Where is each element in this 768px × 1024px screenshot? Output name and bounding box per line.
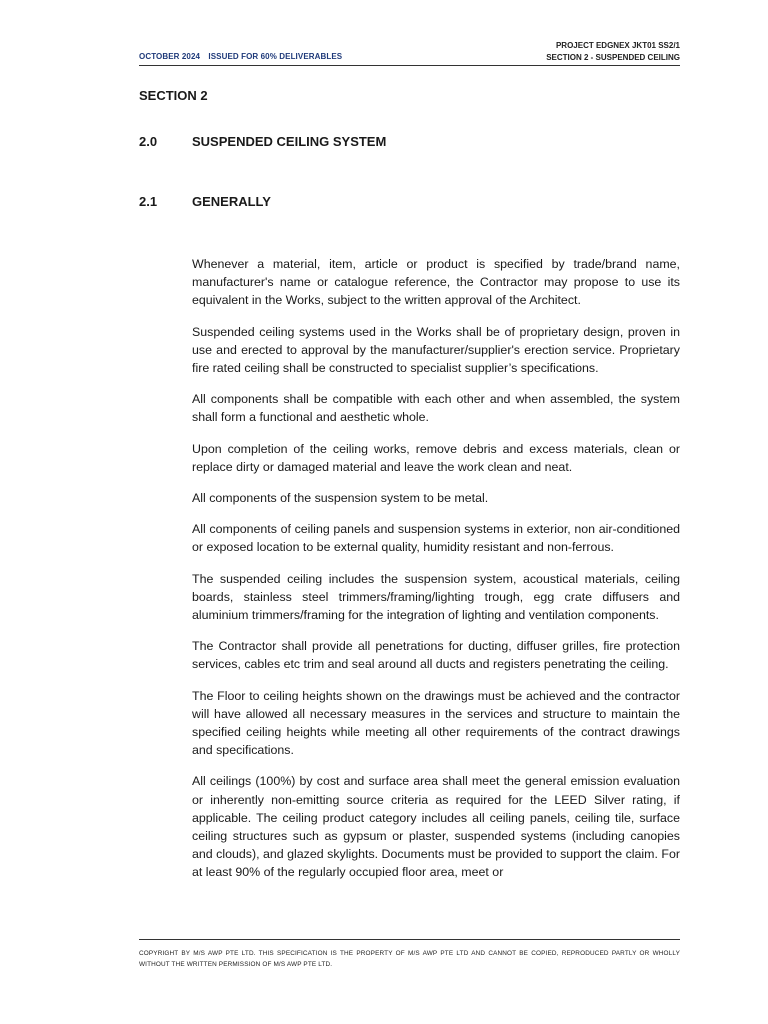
header-issue-status: ISSUED FOR 60% DELIVERABLES (208, 52, 343, 61)
header-reference (546, 40, 680, 64)
paragraph: The Floor to ceiling heights shown on the drawings must be achieved and the contractor will have allowed all necessary measures in the services and structure to maintain the specified ceiling heights while meeting all other requirements of the contract drawings and specifications. (192, 688, 680, 758)
footer-divider (139, 939, 680, 940)
body-text (192, 255, 680, 895)
header-project: PROJECT EDGNEX JKT01 SS2/1 (555, 41, 680, 50)
paragraph: Upon completion of the ceiling works, remove debris and excess materials, clean or replace dirty or damaged material and leave the work clean and neat. (192, 441, 680, 474)
header-divider (139, 65, 680, 66)
paragraph: All ceilings (100%) by cost and surface area shall meet the general emission evaluation or inherently non-emitting source criteria as required for the LEED Silver rating, if applicable. The ceiling product category includes all ceiling panels, ceiling tile, surface ceiling structures such as gypsum or plaster, suspended systems (including canopies and clouds), and glazed skylights. Documents must be provided to support the claim. For at least 90% of the regularly occupied floor area, meet or (192, 774, 680, 880)
paragraph: Suspended ceiling systems used in the Works shall be of proprietary design, proven in use and erected to approval by the manufacturer/supplier's erection service. Proprietary fire rated ceiling shall be constructed to specialist supplier’s specifications. (192, 324, 680, 376)
section-title: SECTION 2 (139, 88, 208, 103)
header-issue-info (139, 52, 348, 61)
paragraph: Whenever a material, item, article or product is specified by trade/brand name, manufacturer's name or catalogue reference, the Contractor may propose to use its equivalent in the Works, subject to the written approval of the Architect. (192, 257, 680, 308)
paragraph: All components of ceiling panels and suspension systems in exterior, non air-conditioned or exposed location to be external quality, humidity resistant and non-ferrous. (192, 522, 680, 555)
header-section-ref: SECTION 2 - SUSPENDED CEILING (546, 53, 680, 62)
heading-title: GENERALLY (192, 194, 271, 209)
header-date: OCTOBER 2024 (139, 52, 201, 61)
paragraph: All components of the suspension system to be metal. (192, 491, 489, 506)
heading-number: 2.0 (139, 134, 158, 149)
heading-title: SUSPENDED CEILING SYSTEM (192, 134, 387, 149)
heading-2-1 (139, 194, 271, 209)
paragraph: The suspended ceiling includes the suspension system, acoustical materials, ceiling boards, stainless steel trimmers/framing/lighting trough, egg crate diffusers and aluminium trimmers/framing for the integration of lighting and ventilation components. (192, 571, 680, 623)
paragraph: All components shall be compatible with each other and when assembled, the system shall form a functional and aesthetic whole. (192, 392, 680, 425)
heading-2-0 (139, 134, 386, 149)
heading-number: 2.1 (139, 194, 158, 209)
footer-copyright: COPYRIGHT BY M/S AWP PTE LTD. THIS SPECIFICATION IS THE PROPERTY OF M/S AWP PTE LTD AND CANNOT BE COPIED, REPRODUCED PARTLY OR WHOLLY WITHOUT THE WRITTEN PERMISSION OF M/S AWP PTE LTD. (139, 950, 680, 968)
paragraph: The Contractor shall provide all penetrations for ducting, diffuser grilles, fire protection services, cables etc trim and seal around all ducts and registers penetrating the ceiling. (192, 639, 680, 672)
